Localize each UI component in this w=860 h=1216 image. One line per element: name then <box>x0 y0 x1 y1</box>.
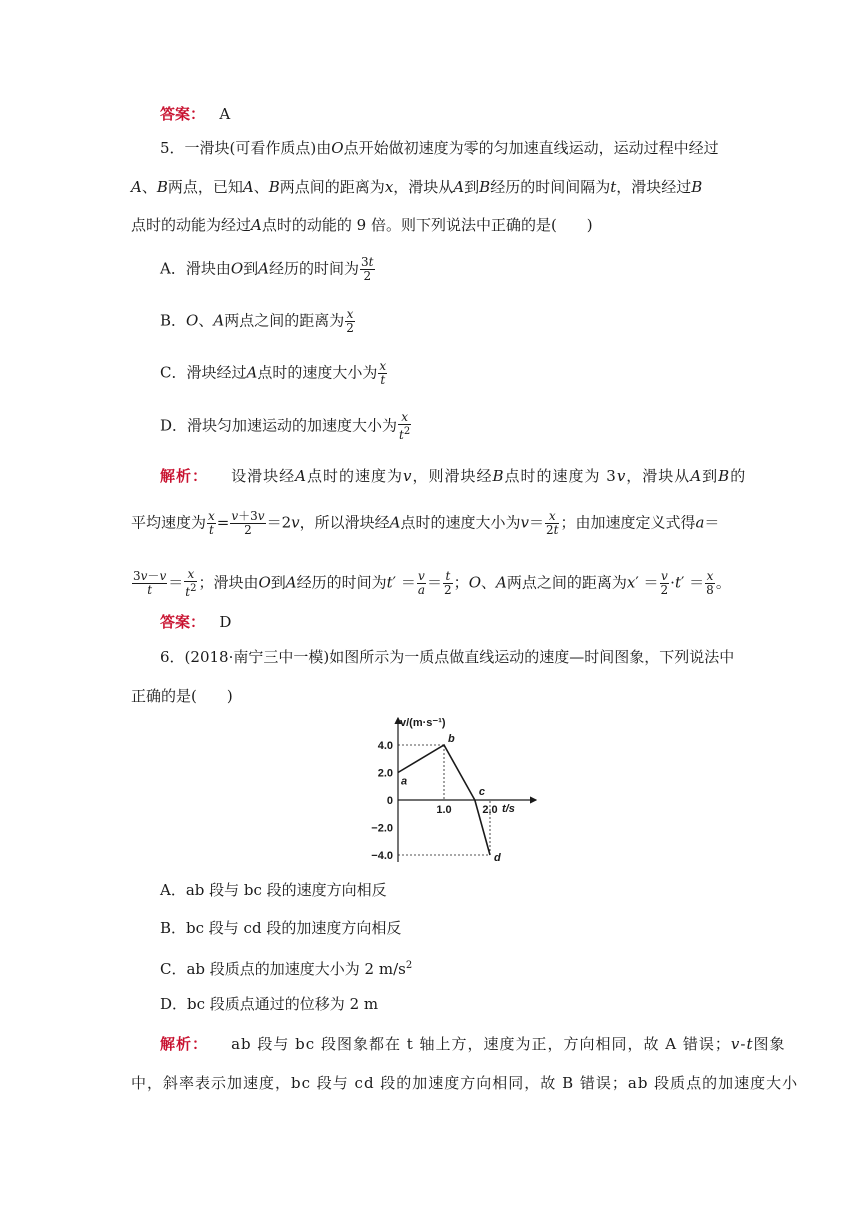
fraction: $\frac{v}{a}$ <box>417 569 426 597</box>
option-text: A．滑块由 <box>160 259 231 278</box>
y-tick-label: 0 <box>386 795 393 807</box>
option-text: A．ab 段与 bc 段的速度方向相反 <box>160 881 387 899</box>
option-text: C．滑块经过 <box>160 363 247 382</box>
analysis-text: 两点之间的距离为 <box>506 573 627 592</box>
analysis-text: ，则滑块经 <box>412 467 493 485</box>
analysis-text: ；由加速度定义式得 <box>560 513 696 532</box>
q5-option-c: C．滑块经过A点时的速度大小为 $\frac{x}{t}$ <box>160 359 387 387</box>
q5-analysis-line-1: 解析： 设滑块经A点时的速度为v，则滑块经B点时的速度为 3v，滑块从A到B的 <box>160 467 747 485</box>
point-label: b <box>448 733 455 745</box>
answer-label: 答案： <box>160 105 206 123</box>
x-tick-label: 2.0 <box>482 804 498 816</box>
x-axis-label: t/s <box>502 803 515 815</box>
answer-value: A <box>219 105 231 123</box>
q5-stem-text: 两点，已知 <box>167 178 243 196</box>
analysis-text: 中，斜率表示加速度，bc 段与 cd 段的加速度方向相同，故 B 错误；ab 段质点的加速度大小 <box>131 1074 799 1092</box>
q5-stem-text: 5．一滑块(可看作质点)由 <box>160 139 332 157</box>
analysis-label: 解析： <box>160 467 209 485</box>
q6-stem-text: 6．(2018·南宁三中一模)如图所示为一质点做直线运动的速度—时间图象，下列说法中 <box>160 648 735 666</box>
analysis-text: 图象 <box>753 1035 786 1053</box>
q6-stem-text: 正确的是( ) <box>131 687 233 705</box>
analysis-text: 设滑块经 <box>231 467 296 485</box>
point-label: c <box>478 786 485 798</box>
y-tick-label: 4.0 <box>377 740 393 752</box>
analysis-label: 解析： <box>160 1035 209 1053</box>
q5-option-d <box>160 411 412 442</box>
q5-stem-text: 经历的时间间隔为 <box>490 178 611 196</box>
fraction: $\frac{x}{t}$ <box>379 359 387 387</box>
q5-option-b: B．O、A两点之间的距离为 $\frac{x}{2}$ <box>160 307 354 335</box>
q5-stem-text: ，滑块经过 <box>616 178 692 196</box>
analysis-text: ，滑块从 <box>626 467 691 485</box>
y-axis-label: v/(m·s⁻¹) <box>400 717 446 729</box>
y-tick-label: 2.0 <box>377 767 393 780</box>
point-label: d <box>494 852 501 864</box>
option-text: 到 <box>243 259 259 278</box>
q6-option-d <box>160 994 378 1014</box>
q6-stem-line-2 <box>131 686 233 706</box>
analysis-text: ab 段与 bc 段图象都在 t 轴上方，速度为正，方向相同，故 A 错误； <box>231 1035 731 1053</box>
q5-stem-text: 点时的动能的 9 倍。则下列说法中正确的是( ) <box>261 216 593 234</box>
fraction: $\frac{x}{t^2}$ <box>185 567 197 599</box>
q5-option-a: A．滑块由O到A经历的时间为 $\frac{3t}{2}$ <box>160 255 374 283</box>
q5-stem-text: 点开始做初速度为零的匀加速直线运动，运动过程中经过 <box>343 139 719 157</box>
fraction: $\frac{x}{8}$ <box>706 569 714 597</box>
fraction: $\frac{3t}{2}$ <box>361 255 374 283</box>
option-text: B． <box>160 311 187 330</box>
fraction: $\frac{v+3v}{2}$ <box>231 509 265 537</box>
q6-stem-line-1 <box>160 647 734 667</box>
analysis-text: 到 <box>270 573 286 592</box>
option-text: D．滑块匀加速运动的加速度大小为 <box>160 416 398 435</box>
fraction: $\frac{x}{t}$ <box>208 509 215 537</box>
answer-value: D <box>219 613 232 631</box>
option-text: 经历的时间为 <box>269 259 360 278</box>
q6-option-b <box>160 918 401 938</box>
q5-stem-text: 点时的动能为经过 <box>131 216 252 234</box>
y-tick-label: −4.0 <box>371 850 393 862</box>
fraction: $\frac{x}{2}$ <box>346 307 354 335</box>
fraction: $\frac{x}{t^2}$ <box>399 410 411 442</box>
q5-stem-line-3: 点时的动能为经过A点时的动能的 9 倍。则下列说法中正确的是( ) <box>131 216 593 234</box>
q5-stem-line-2: A、B两点，已知A、B两点间的距离为x，滑块从A到B经历的时间间隔为t，滑块经过B <box>131 178 703 196</box>
analysis-text: 经历的时间为 <box>296 573 387 592</box>
velocity-time-chart <box>360 712 540 867</box>
analysis-text: 平均速度为 <box>131 513 207 532</box>
option-text: 两点之间的距离为 <box>224 311 345 330</box>
q5-analysis-line-3: $\frac{3v-v}{t}$ ＝ $\frac{x}{t^2}$ ；滑块由O到A经历的时间为t′ ＝ $\frac{v}{a}$ ＝ $\frac{t}{2}$ ；O、A两点之间的距离为x′ ＝ $\frac{v}{2}$ ·t′ ＝ $\frac{x}{8}$ 。 <box>133 567 731 599</box>
analysis-text: 点时的速度大小为 <box>400 513 521 532</box>
fraction: $\frac{x}{2t}$ <box>545 509 559 537</box>
option-text: B．bc 段与 cd 段的加速度方向相反 <box>160 919 402 937</box>
y-tick-label: −2.0 <box>371 822 393 835</box>
q4-answer-line <box>160 104 230 124</box>
tick-labels <box>371 740 497 862</box>
option-text: 点时的速度大小为 <box>257 363 378 382</box>
q6-analysis-line-1: 解析： ab 段与 bc 段图象都在 t 轴上方，速度为正，方向相同，故 A 错误；v-t图象 <box>160 1035 786 1053</box>
q6-option-c: C．ab 段质点的加速度大小为 2 $m/s^2$ <box>160 960 413 978</box>
q5-stem-text: 到 <box>464 178 480 196</box>
q6-option-a <box>160 880 387 900</box>
analysis-text: 点时的速度为 3 <box>504 467 617 485</box>
fraction: $\frac{3v-v}{t}$ <box>133 569 167 597</box>
analysis-text: 到 <box>702 467 719 485</box>
fraction: $\frac{v}{2}$ <box>660 569 669 597</box>
q5-stem-text: 两点间的距离为 <box>279 178 385 196</box>
analysis-text: 的 <box>730 467 747 485</box>
option-text: C．ab 段质点的加速度大小为 2 m/s <box>160 960 406 978</box>
q6-analysis-line-2 <box>131 1073 798 1093</box>
answer-label: 答案： <box>160 613 206 631</box>
point-label: a <box>401 775 408 788</box>
x-tick-label: 1.0 <box>436 804 452 816</box>
analysis-text: 点时的速度为 <box>306 467 403 485</box>
point-labels <box>401 733 501 864</box>
q5-analysis-line-2: 平均速度为 $\frac{x}{t}$ = $\frac{v+3v}{2}$ ＝2v，所以滑块经A点时的速度大小为v＝ $\frac{x}{2t}$ ；由加速度定义式得a＝ <box>131 509 720 537</box>
analysis-text: ；滑块由 <box>198 573 259 592</box>
analysis-text: ，所以滑块经 <box>299 513 390 532</box>
q5-stem-line-1: 5．一滑块(可看作质点)由O点开始做初速度为零的匀加速直线运动，运动过程中经过 <box>160 139 719 157</box>
q5-answer-line <box>160 612 231 632</box>
q5-stem-text: ，滑块从 <box>393 178 454 196</box>
fraction: $\frac{t}{2}$ <box>444 569 452 597</box>
option-text: D．bc 段质点通过的位移为 2 m <box>160 995 379 1013</box>
